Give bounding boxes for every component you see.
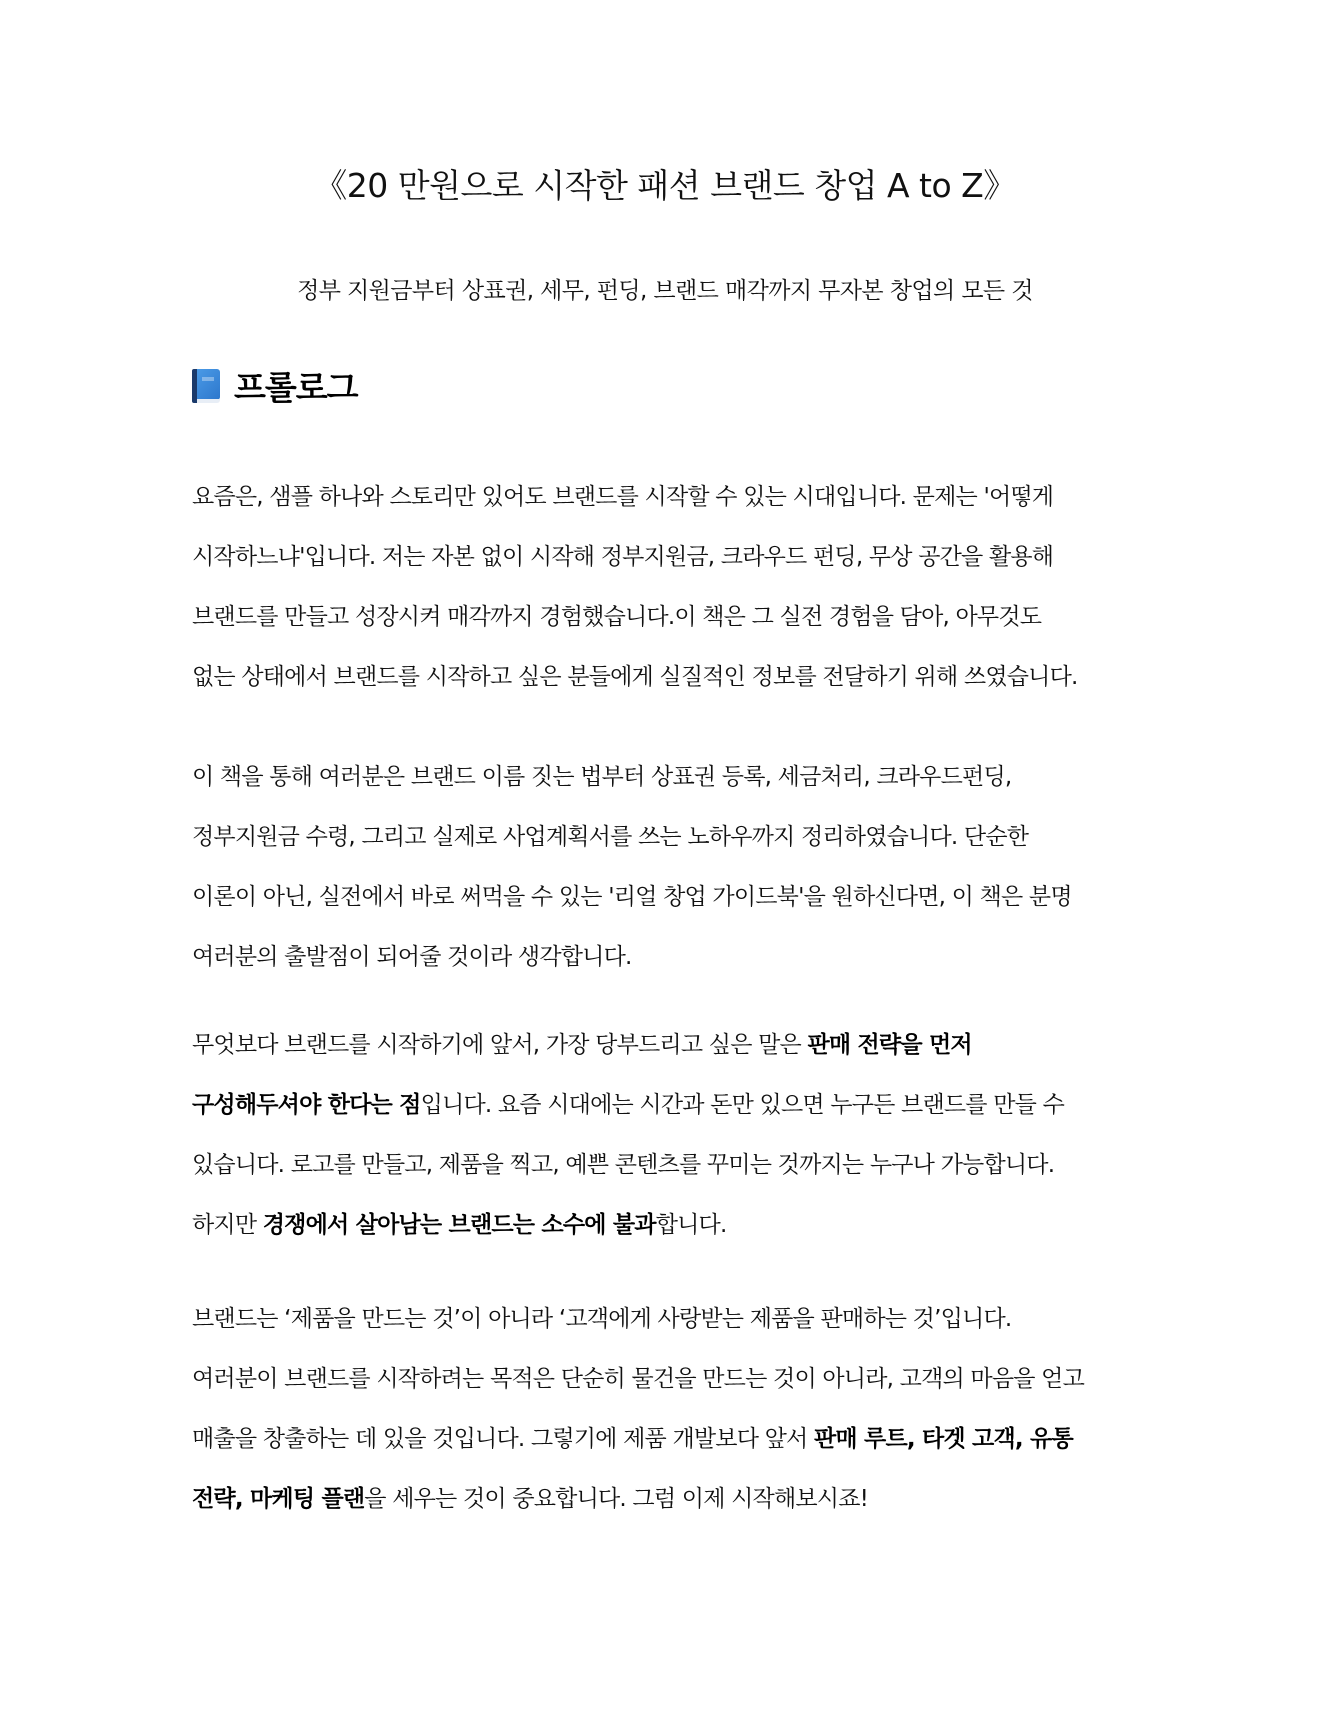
text-run: 없는 상태에서 브랜드를 시작하고 싶은 분들에게 실질적인 정보를 전달하기 위해 쓰였습니다. xyxy=(192,664,1078,690)
text-run: 하지만 xyxy=(192,1212,263,1238)
text-line xyxy=(192,1304,1011,1334)
text-line xyxy=(192,542,1053,572)
text-run: 요즘은, 샘플 하나와 스토리만 있어도 브랜드를 시작할 수 있는 시대입니다. 문제는 '어떻게 xyxy=(192,484,1054,510)
text-run: 브랜드를 만들고 성장시켜 매각까지 경험했습니다.이 책은 그 실전 경험을 담아, 아무것도 xyxy=(192,604,1042,630)
text-run: 을 세우는 것이 중요합니다. 그럼 이제 시작해보시죠! xyxy=(364,1486,869,1512)
text-line xyxy=(192,482,1053,512)
blue-book-icon xyxy=(192,369,220,403)
text-run: 시작하느냐'입니다. 저는 자본 없이 시작해 정부지원금, 크라우드 펀딩, 무상 공간을 활용해 xyxy=(192,544,1054,570)
text-line xyxy=(192,1090,1064,1120)
text-line xyxy=(192,942,632,972)
document-subtitle: 정부 지원금부터 상표권, 세무, 펀딩, 브랜드 매각까지 무자본 창업의 모든 것 xyxy=(297,278,1033,304)
text-run: 이론이 아닌, 실전에서 바로 써먹을 수 있는 '리얼 창업 가이드북'을 원하신다면, 이 책은 분명 xyxy=(192,884,1072,910)
text-line xyxy=(192,662,1078,692)
text-line xyxy=(192,1030,972,1060)
text-line xyxy=(192,762,1011,792)
text-run: 매출을 창출하는 데 있을 것입니다. 그렇기에 제품 개발보다 앞서 xyxy=(192,1426,814,1452)
text-run: 여러분의 출발점이 되어줄 것이라 생각합니다. xyxy=(192,944,632,970)
bold-text: 판매 루트, 타겟 고객, 유통 xyxy=(813,1426,1073,1452)
text-run: 합니다. xyxy=(655,1212,727,1238)
text-run: 브랜드는 ‘제품을 만드는 것’이 아니라 ‘고객에게 사랑받는 제품을 판매하는 것’입니다. xyxy=(192,1306,1012,1332)
section-heading-prologue xyxy=(192,362,358,409)
bold-text: 판매 전략을 먼저 xyxy=(807,1032,972,1058)
text-run: 무엇보다 브랜드를 시작하기에 앞서, 가장 당부드리고 싶은 말은 xyxy=(192,1032,808,1058)
text-line xyxy=(192,1210,726,1240)
text-line xyxy=(192,882,1072,912)
text-line xyxy=(192,822,1028,852)
text-run: 이 책을 통해 여러분은 브랜드 이름 짓는 법부터 상표권 등록, 세금처리, 크라우드펀딩, xyxy=(192,764,1012,790)
document-title: 《20 만원으로 시작한 패션 브랜드 창업 A to Z》 xyxy=(314,166,1016,205)
text-line xyxy=(192,1424,1073,1454)
text-run: 입니다. 요즘 시대에는 시간과 돈만 있으면 누구든 브랜드를 만들 수 xyxy=(420,1092,1065,1118)
text-line xyxy=(192,1364,1084,1394)
bold-text: 구성해두셔야 한다는 점 xyxy=(192,1092,421,1118)
text-run: 여러분이 브랜드를 시작하려는 목적은 단순히 물건을 만드는 것이 아니라, 고객의 마음을 얻고 xyxy=(192,1366,1085,1392)
text-line xyxy=(192,602,1041,632)
text-run: 정부지원금 수령, 그리고 실제로 사업계획서를 쓰는 노하우까지 정리하였습니다. 단순한 xyxy=(192,824,1029,850)
bold-text: 경쟁에서 살아남는 브랜드는 소수에 불과 xyxy=(262,1212,656,1238)
bold-text: 전략, 마케팅 플랜 xyxy=(192,1486,365,1512)
section-heading-text: 프롤로그 xyxy=(234,368,358,407)
text-run: 있습니다. 로고를 만들고, 제품을 찍고, 예쁜 콘텐츠를 꾸미는 것까지는 누구나 가능합니다. xyxy=(192,1152,1055,1178)
text-line xyxy=(192,1150,1054,1180)
text-line xyxy=(192,1484,868,1514)
